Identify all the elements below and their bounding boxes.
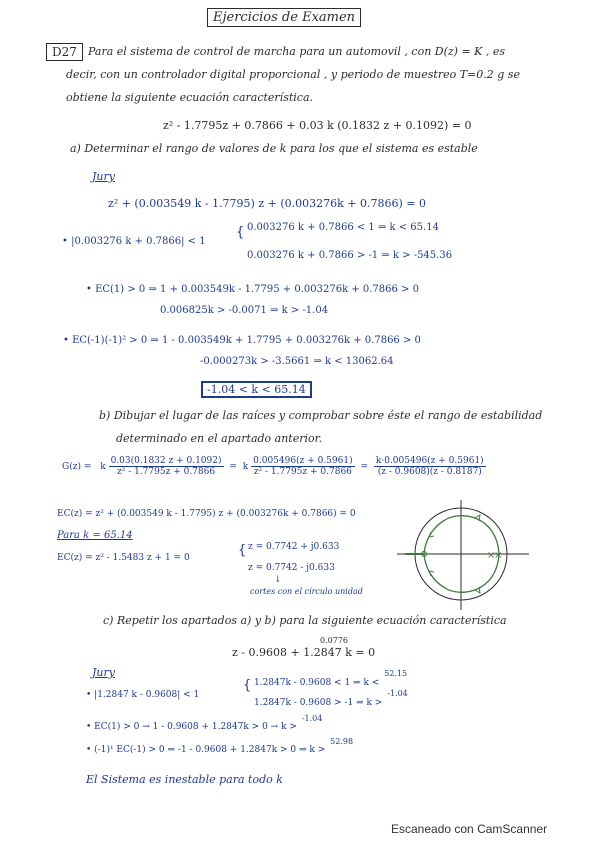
scanner-watermark: Escaneado con CamScanner xyxy=(391,822,548,836)
part-c-ecm1: • (-1)¹ EC(-1) > 0 ⇒ -1 - 0.9608 + 1.2847k > 0 ⇒ k > 52.98 xyxy=(86,737,354,755)
part-b-root-1: z = 0.7742 + j0.633 xyxy=(248,542,340,552)
part-a-abs-condition: • |0.003276 k + 0.7866| < 1 xyxy=(62,236,206,247)
tf-fraction-3: $\frac{k\cdot 0.005496(z + 0.5961)}{(z - 0.9608)(z - 0.8187)}$ xyxy=(375,456,484,477)
tf-fraction-2: $\frac{0.005496(z + 0.5961)}{\text{z² - 1.7795z + 0.7866}}$ xyxy=(253,456,353,477)
root-locus-sketch xyxy=(395,496,535,614)
part-c-equation: z - 0.9608 + 1.2847 k = 0 xyxy=(232,646,376,659)
tf-fraction-1: $\frac{0.03(0.1832 z + 0.1092)}{\text{z² - 1.7795z + 0.7866}}$ xyxy=(110,456,222,477)
part-b-prompt-1: b) Dibujar el lugar de las raíces y comprobar sobre éste el rango de estabilidad xyxy=(99,409,543,422)
part-a-brace-icon: { xyxy=(236,225,245,240)
part-c-ec1: • EC(1) > 0 → 1 - 0.9608 + 1.2847k > 0 → k > -1.04 xyxy=(86,714,323,732)
transfer-function: G(z) = k $\frac{0.03(0.1832 z + 0.1092)}{\text{z² - 1.7795z + 0.7866}}$ = k $\frac{0.005496(z + 0.5961)}{\text{z² - 1.7795z + 0.7866}}$ = $\frac{k\cdot 0.005496(z + 0.5961)}{(z - 0.9608)(z - 0.8187)}$ xyxy=(62,456,484,477)
statement-line-3: obtiene la siguiente ecuación característica. xyxy=(66,91,314,104)
part-a-jury-label: Jury xyxy=(92,170,115,183)
document-title: Ejercicios de Examen xyxy=(207,10,361,25)
part-a-ec1-line-2: 0.006825k > -0.0071 ⇒ k > -1.04 xyxy=(160,305,329,316)
characteristic-equation: z² - 1.7795z + 0.7866 + 0.03 k (0.1832 z + 0.1092) = 0 xyxy=(163,119,472,132)
part-c-abs-condition: • |1.2847 k - 0.9608| < 1 xyxy=(86,690,200,700)
part-c-eq-superscript: 0.0776 xyxy=(320,636,348,645)
arrow-icon-1 xyxy=(475,515,480,521)
part-b-cortes-note: cortes con el círculo unidad xyxy=(250,587,363,596)
pole-x-icon-1: × xyxy=(487,550,496,561)
part-b-root-2: z = 0.7742 - j0.633 xyxy=(248,563,335,573)
problem-label: D27 xyxy=(46,45,83,59)
statement-line-2: decir, con un controlador digital proporcional , y periodo de muestreo T=0.2 g se xyxy=(66,68,520,81)
part-a-poly: z² + (0.003549 k - 1.7795) z + (0.003276k + 0.7866) = 0 xyxy=(108,197,426,210)
part-c-cond-1: 1.2847k - 0.9608 < 1 ⇒ k < 52.15 xyxy=(254,669,408,688)
pole-x-icon-2: × xyxy=(494,550,503,561)
arrow-icon-3 xyxy=(475,587,480,593)
statement-line-1: Para el sistema de control de marcha para un automovil , con D(z) = K , es xyxy=(88,45,506,58)
part-c-conclusion: El Sistema es inestable para todo k xyxy=(86,773,283,786)
part-b-brace-icon: { xyxy=(238,543,247,558)
part-b-ecz: EC(z) = z² - 1.5483 z + 1 = 0 xyxy=(57,553,190,563)
part-b-para-label: Para k = 65.14 xyxy=(57,530,133,541)
part-a-cond-2: 0.003276 k + 0.7866 > -1 ⇒ k > -545.36 xyxy=(247,250,453,261)
part-a-result: -1.04 < k < 65.14 xyxy=(201,383,312,396)
part-c-jury-label: Jury xyxy=(92,666,115,679)
part-c-prompt: c) Repetir los apartados a) y b) para la siguiente ecuación característica xyxy=(103,614,507,627)
down-arrow-icon: ↓ xyxy=(274,575,282,585)
part-b-prompt-2: determinado en el apartado anterior. xyxy=(116,432,323,445)
part-a-cond-1: 0.003276 k + 0.7866 < 1 ⇒ k < 65.14 xyxy=(247,222,439,233)
part-a-ecm1-line-2: -0.000273k > -3.5661 ⇒ k < 13062.64 xyxy=(200,356,394,367)
part-a-ecm1-line-1: • EC(-1)(-1)² > 0 ⇒ 1 - 0.003549k + 1.7795 + 0.003276k + 0.7866 > 0 xyxy=(63,335,421,346)
part-c-brace-icon: { xyxy=(243,678,252,693)
part-a-prompt: a) Determinar el rango de valores de k para los que el sistema es estable xyxy=(70,142,478,155)
part-b-char-eq: EC(z) = z² + (0.003549 k - 1.7795) z + (0.003276k + 0.7866) = 0 xyxy=(57,509,356,519)
part-a-ec1-line-1: • EC(1) > 0 ⇒ 1 + 0.003549k - 1.7795 + 0.003276k + 0.7866 > 0 xyxy=(86,284,419,295)
part-c-cond-2: 1.2847k - 0.9608 > -1 ⇒ k > -1.04 xyxy=(254,689,408,708)
